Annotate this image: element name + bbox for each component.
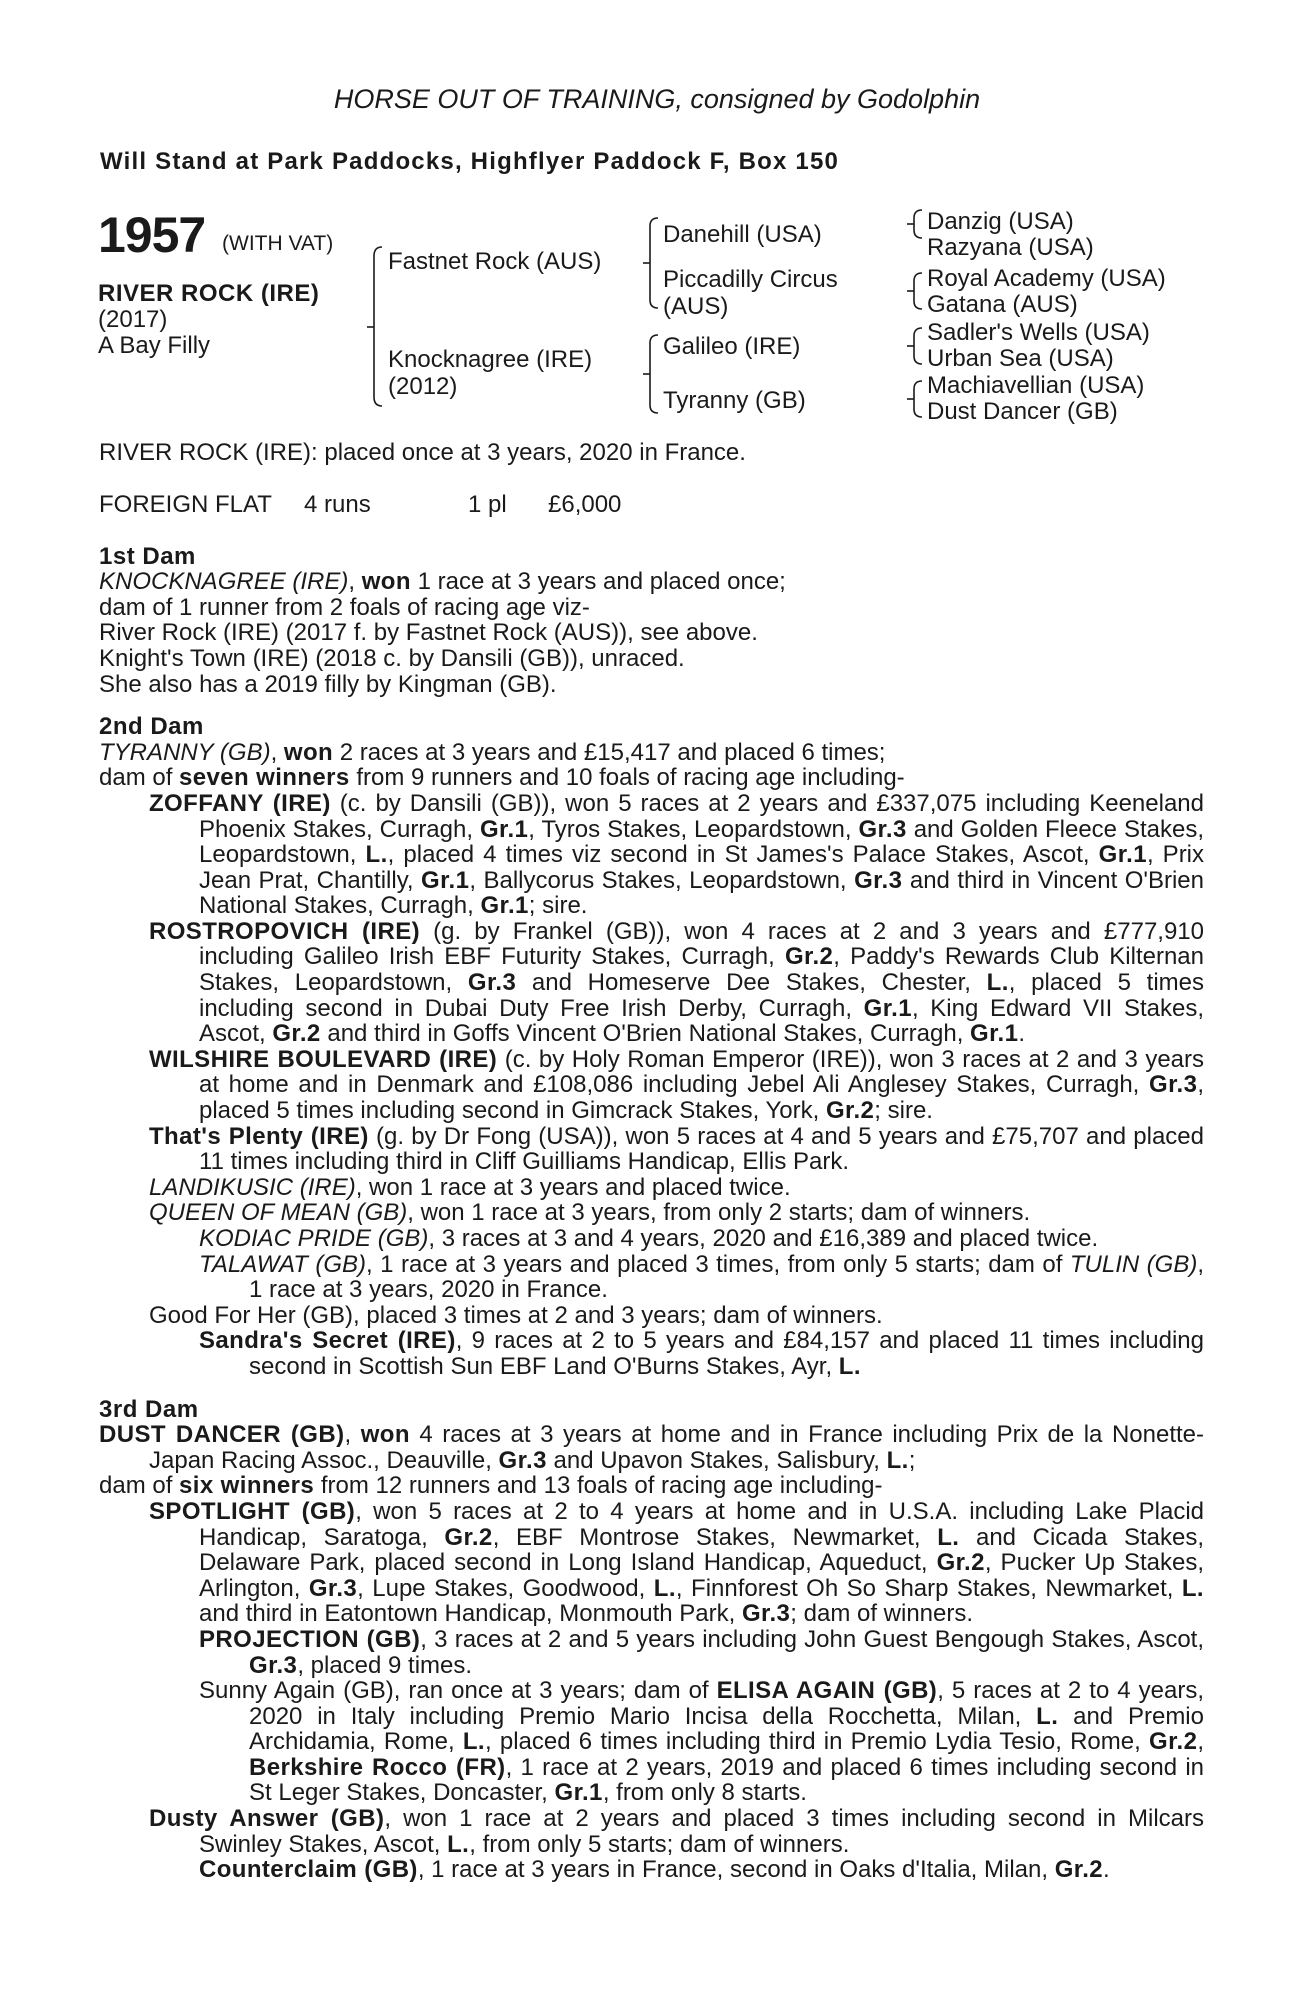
produce-entry xyxy=(99,1857,1204,1883)
record-label: FOREIGN FLAT xyxy=(99,490,272,518)
produce-entry xyxy=(99,791,1204,919)
text: , 1 race at 2 years, 2019 and placed 6 times including second in St Leger Stakes, Doncaster, xyxy=(249,1753,1204,1807)
horse-name: Sandra's Secret (IRE) xyxy=(199,1327,456,1355)
grade: Gr.1 xyxy=(970,1020,1019,1048)
grade: Gr.2 xyxy=(444,1523,493,1551)
text: , placed 9 times. xyxy=(297,1651,473,1679)
won-label: won xyxy=(360,1421,410,1449)
text: , xyxy=(1197,1728,1204,1756)
grade: L. xyxy=(447,1830,470,1858)
second-dam-heading: 2nd Dam xyxy=(99,713,204,741)
text: and Golden Fleece Stakes, Leopardstown, xyxy=(199,815,1205,869)
text: , from only 8 starts. xyxy=(602,1779,807,1807)
horse-name: WILSHIRE BOULEVARD (IRE) xyxy=(149,1045,498,1073)
produce-entry: Good For Her (GB), placed 3 times at 2 and 3 years; dam of winners. xyxy=(149,1301,883,1329)
text: and third in Goffs Vincent O'Brien National Stakes, Curragh, xyxy=(320,1020,971,1048)
text: and Homeserve Dee Stakes, Chester, xyxy=(516,969,987,997)
record-prize: £6,000 xyxy=(548,490,622,518)
produce-entry xyxy=(99,1328,1204,1379)
grade: Gr.2 xyxy=(272,1020,321,1048)
text: from 12 runners and 13 foals of racing age including- xyxy=(314,1472,883,1500)
grade: Gr.3 xyxy=(1149,1071,1198,1099)
horse-name: ROSTROPOVICH (IRE) xyxy=(149,917,420,945)
produce-entry xyxy=(99,1226,1204,1252)
first-dam-record: 1 race at 3 years and placed once; xyxy=(410,568,786,596)
grade: L. xyxy=(462,1728,485,1756)
produce-entry xyxy=(99,919,1204,1047)
second-dam-record: 2 races at 3 years and £15,417 and placed 6 times; xyxy=(333,738,886,766)
lot-number: 1957 xyxy=(98,207,206,263)
text: . xyxy=(1103,1856,1110,1884)
grade: L. xyxy=(1181,1574,1205,1602)
text: and Upavon Stakes, Salisbury, xyxy=(546,1446,887,1474)
horse-name: PROJECTION (GB) xyxy=(199,1625,421,1653)
second-dam-name: TYRANNY (GB) xyxy=(99,738,271,766)
horse-name: That's Plenty (IRE) xyxy=(149,1122,369,1150)
grade: Gr.3 xyxy=(467,969,517,997)
grade: Gr.3 xyxy=(854,866,903,894)
text: , Pucker Up Stakes, Arlington, xyxy=(199,1549,1204,1602)
first-dam-line: KNOCKNAGREE (IRE), won 1 race at 3 years and placed once; xyxy=(99,568,786,596)
text: 4 races at 3 years at home and in France including Prix de la Nonette-Japan Racing Assoc., Deauville, xyxy=(149,1421,1204,1474)
grade: Gr.1 xyxy=(480,892,529,920)
text: and Cicada Stakes, Delaware Park, placed second in Long Island Handicap, Aqueduct, xyxy=(199,1523,1204,1577)
pedigree-sds: Royal Academy (USA) xyxy=(927,265,1166,292)
produce-entry xyxy=(99,1806,1204,1857)
text: , Ballycorus Stakes, Leopardstown, xyxy=(469,866,855,894)
horse-name: RIVER ROCK (IRE) xyxy=(98,280,320,307)
record-placed: 1 pl xyxy=(468,490,507,518)
text: , from only 5 starts; dam of winners. xyxy=(469,1830,850,1858)
pedigree-dsd: Urban Sea (USA) xyxy=(927,345,1114,372)
third-dam-heading: 3rd Dam xyxy=(99,1395,199,1423)
first-dam-note: She also has a 2019 filly by Kingman (GB). xyxy=(99,670,557,698)
second-dam-produce-intro xyxy=(99,765,1204,791)
text: , Paddy's Rewards Club Kilternan Stakes, Leopardstown, xyxy=(199,943,1204,997)
grade: Gr.3 xyxy=(308,1574,358,1602)
produce-entry xyxy=(99,1124,1204,1175)
horse-name: QUEEN OF MEAN (GB) xyxy=(149,1199,408,1227)
second-dam-line: TYRANNY (GB), won 2 races at 3 years and £15,417 and placed 6 times; xyxy=(99,738,886,766)
produce-entry xyxy=(99,1499,1204,1627)
grade: Gr.2 xyxy=(936,1549,985,1577)
record-runs: 4 runs xyxy=(304,490,371,518)
stand-location: Will Stand at Park Paddocks, Highflyer Paddock F, Box 150 xyxy=(100,148,840,175)
horse-name: ZOFFANY (IRE) xyxy=(149,789,331,817)
pedigree-dds: Machiavellian (USA) xyxy=(927,372,1145,399)
horse-name: LANDIKUSIC (IRE) xyxy=(149,1173,356,1201)
text: , King Edward VII Stakes, Ascot, xyxy=(199,994,1204,1048)
produce-entry xyxy=(99,1047,1204,1124)
horse-name: ELISA AGAIN (GB) xyxy=(716,1677,938,1705)
grade: L. xyxy=(653,1574,676,1602)
text: , 3 races at 2 and 5 years including John Guest Bengough Stakes, Ascot, xyxy=(420,1625,1205,1653)
won-label: won xyxy=(361,568,411,596)
pedigree-sire-dam: Piccadilly Circus xyxy=(663,266,838,293)
produce-entry xyxy=(99,1252,1204,1303)
text: , 5 races at 2 to 4 years, 2020 in Italy including Premio Mario Incisa della Rocchetta, Milan, xyxy=(249,1677,1204,1730)
text: , placed 5 times including second in Dubai Duty Free Irish Derby, Curragh, xyxy=(199,969,1204,1022)
text: , 3 races at 3 and 4 years, 2020 and £16,389 and placed twice. xyxy=(428,1225,1099,1252)
produce-entry: Knight's Town (IRE) (2018 c. by Dansili (GB)), unraced. xyxy=(99,644,685,672)
grade: Gr.1 xyxy=(554,1779,603,1807)
horse-name: TALAWAT (GB) xyxy=(199,1250,367,1278)
text: ; dam of winners. xyxy=(790,1600,974,1628)
race-summary: RIVER ROCK (IRE): placed once at 3 years, 2020 in France. xyxy=(99,439,746,466)
pedigree-dss: Sadler's Wells (USA) xyxy=(927,319,1150,346)
grade: L. xyxy=(1036,1702,1059,1730)
horse-description: A Bay Filly xyxy=(98,332,211,359)
grade: Gr.3 xyxy=(741,1600,791,1628)
text: , Prix Jean Prat, Chantilly, xyxy=(199,841,1205,894)
first-dam-produce-intro: dam of 1 runner from 2 foals of racing age viz- xyxy=(99,593,590,621)
text: from 9 runners and 10 foals of racing age including- xyxy=(349,764,905,792)
pedigree-ssd: Razyana (USA) xyxy=(927,234,1094,261)
text: . xyxy=(1018,1020,1026,1048)
horse-name: Dusty Answer (GB) xyxy=(149,1805,385,1833)
text: dam of xyxy=(99,1472,180,1500)
horse-name: Berkshire Rocco (FR) xyxy=(249,1753,506,1781)
pedigree-dam-dam: Tyranny (GB) xyxy=(663,387,806,414)
text: dam of xyxy=(99,764,180,792)
text: , placed 4 times viz second in St James's Palace Stakes, Ascot, xyxy=(387,841,1099,869)
vat-note: (WITH VAT) xyxy=(222,232,334,255)
text: , won 1 race at 3 years and placed twice. xyxy=(355,1173,791,1201)
page-header: HORSE OUT OF TRAINING, consigned by Godolphin xyxy=(333,84,981,114)
text: , won 1 race at 2 years and placed 3 times including second in Milcars Swinley Stakes, Ascot, xyxy=(199,1805,1204,1858)
text: , won 1 race at 3 years, from only 2 starts; dam of winners. xyxy=(407,1199,1031,1227)
produce-entry xyxy=(99,1175,1204,1201)
grade: Gr.1 xyxy=(1098,841,1147,869)
text: and third in Vincent O'Brien National Stakes, Curragh, xyxy=(199,866,1205,920)
horse-name: KODIAC PRIDE (GB) xyxy=(199,1225,429,1252)
pedigree-sire-dam-country: (AUS) xyxy=(663,293,729,320)
pedigree-sdd: Gatana (AUS) xyxy=(927,291,1078,318)
produce-entry xyxy=(99,1627,1204,1678)
pedigree-ddd: Dust Dancer (GB) xyxy=(927,398,1118,425)
pedigree-dam: Knocknagree (IRE) xyxy=(388,346,593,373)
grade: L. xyxy=(365,841,388,869)
grade: Gr.2 xyxy=(784,943,834,971)
pedigree-dam-year: (2012) xyxy=(388,373,458,400)
grade: L. xyxy=(986,969,1009,997)
third-dam-produce-intro xyxy=(99,1473,1204,1499)
horse-name: Counterclaim (GB) xyxy=(199,1856,418,1884)
grade: Gr.2 xyxy=(1149,1728,1198,1756)
grade: L. xyxy=(886,1446,909,1474)
grade: Gr.1 xyxy=(421,866,470,894)
grade: Gr.1 xyxy=(479,815,529,843)
text: (c. by Holy Roman Emperor (IRE)), won 3 races at 2 and 3 years at home and in Denmark and £108,086 including Jebel Ali Anglesey Stakes, Curragh, xyxy=(199,1045,1205,1099)
first-dam-heading: 1st Dam xyxy=(99,542,196,570)
text: (g. by Frankel (GB)), won 4 races at 2 and 3 years and £777,910 including Galileo Irish EBF Futurity Stakes, Curragh, xyxy=(199,917,1205,971)
text: (g. by Dr Fong (USA)), won 5 races at 4 and 5 years and £75,707 and placed 11 times including third in Cliff Guilliams Handicap, Ellis Park. xyxy=(199,1122,1205,1176)
text: , Tyros Stakes, Leopardstown, xyxy=(528,815,859,843)
text: , won 5 races at 2 to 4 years at home and in U.S.A. including Lake Placid Handicap, Saratoga, xyxy=(199,1497,1204,1551)
horse-year: (2017) xyxy=(98,306,168,333)
text: , Lupe Stakes, Goodwood, xyxy=(357,1574,654,1602)
grade: Gr.2 xyxy=(1054,1856,1104,1884)
produce-entry xyxy=(99,1678,1204,1806)
first-dam-name: KNOCKNAGREE (IRE) xyxy=(99,568,349,596)
catalogue-body xyxy=(99,440,1204,1883)
grade: L. xyxy=(838,1352,861,1380)
text: , 1 race at 3 years and placed 3 times, from only 5 starts; dam of xyxy=(366,1250,1070,1278)
pedigree-dam-sire: Galileo (IRE) xyxy=(663,333,801,360)
text: , placed 6 times including third in Premio Lydia Tesio, Rome, xyxy=(484,1728,1150,1756)
text: , 9 races at 2 to 5 years and £84,157 and placed 11 times including second in Scottish Sun EBF Land O'Burns Stakes, Ayr, xyxy=(249,1327,1204,1380)
pedigree-sire: Fastnet Rock (AUS) xyxy=(388,248,602,275)
text: , Finnforest Oh So Sharp Stakes, Newmarket, xyxy=(675,1574,1182,1602)
grade: Gr.3 xyxy=(498,1446,547,1474)
winners-count: six winners xyxy=(179,1472,315,1500)
produce-entry xyxy=(99,1200,1204,1226)
grade: Gr.3 xyxy=(858,815,907,843)
won-label: won xyxy=(283,738,334,766)
race-record xyxy=(99,492,1204,518)
text: and third in Eatontown Handicap, Monmouth Park, xyxy=(199,1600,742,1628)
grade: L. xyxy=(937,1523,960,1551)
third-dam-name: DUST DANCER (GB) xyxy=(99,1421,345,1449)
text: , EBF Montrose Stakes, Newmarket, xyxy=(492,1523,938,1551)
text: , 1 race at 3 years, 2020 in France. xyxy=(249,1250,1205,1304)
text: , 1 race at 3 years in France, second in Oaks d'Italia, Milan, xyxy=(417,1856,1055,1884)
pedigree-sss: Danzig (USA) xyxy=(927,208,1074,235)
winners-count: seven winners xyxy=(179,764,350,792)
text: ; sire. xyxy=(874,1097,933,1125)
text: (c. by Dansili (GB)), won 5 races at 2 years and £337,075 including Keeneland Phoenix Stakes, Curragh, xyxy=(199,789,1204,843)
third-dam-line: DUST DANCER (GB), won 4 races at 3 years at home and in France including Prix de la Nonette-Japan Racing Assoc., Deauville, Gr.3 and Upavon Stakes, Salisbury, L.; xyxy=(99,1421,1204,1474)
produce-entry: River Rock (IRE) (2017 f. by Fastnet Rock (AUS)), see above. xyxy=(99,619,758,647)
text: ; sire. xyxy=(528,892,588,920)
pedigree-sire-sire: Danehill (USA) xyxy=(663,221,822,248)
text: ; xyxy=(908,1446,916,1474)
text: Sunny Again (GB), ran once at 3 years; dam of xyxy=(199,1677,717,1705)
horse-name: SPOTLIGHT (GB) xyxy=(149,1497,356,1525)
text: , placed 5 times including second in Gimcrack Stakes, York, xyxy=(199,1071,1204,1125)
grade: Gr.1 xyxy=(863,994,912,1022)
grade: Gr.3 xyxy=(249,1651,298,1679)
text: and Premio Archidamia, Rome, xyxy=(249,1702,1204,1756)
grade: Gr.2 xyxy=(825,1097,875,1125)
horse-name: TULIN (GB) xyxy=(1069,1250,1198,1278)
